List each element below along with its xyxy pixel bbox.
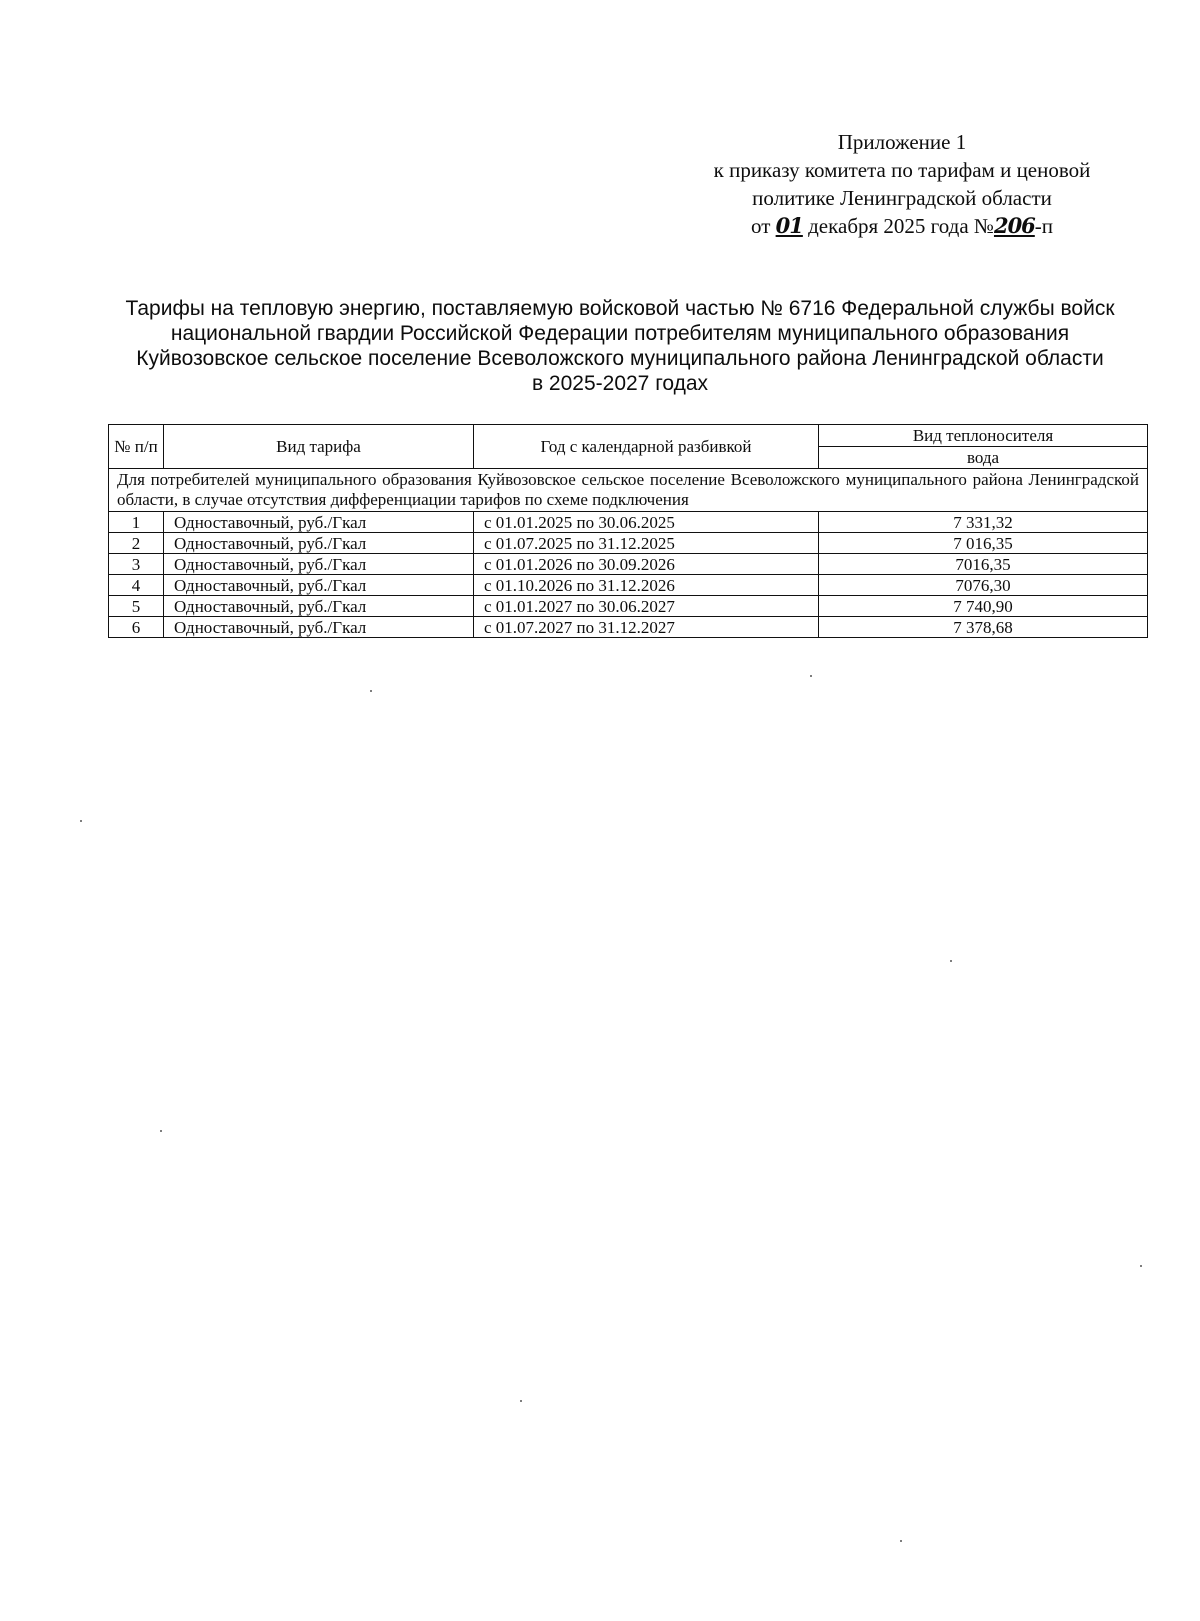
title-line-2: национальной гвардии Российской Федерации потребителям муниципального образования (170, 322, 1070, 345)
col-header-period: Год с календарной разбивкой (474, 425, 819, 469)
order-date-line (672, 212, 1132, 240)
row-period: с 01.01.2026 по 30.09.2026 (474, 554, 819, 575)
scan-speck (810, 675, 812, 677)
row-number: 1 (109, 512, 164, 533)
scan-speck (80, 820, 82, 822)
date-rest: декабря 2025 года № (808, 214, 994, 238)
table-row (109, 533, 1148, 554)
row-number: 5 (109, 596, 164, 617)
col-header-carrier: Вид теплоносителя (819, 425, 1148, 447)
title-line-3: Куйвозовское сельское поселение Всеволожского муниципального района Ленинградской области (136, 347, 1104, 370)
row-value: 7076,30 (819, 575, 1148, 596)
row-period: с 01.10.2026 по 31.12.2026 (474, 575, 819, 596)
row-value: 7 016,35 (819, 533, 1148, 554)
tariff-table (108, 424, 1148, 638)
row-period: с 01.01.2027 по 30.06.2027 (474, 596, 819, 617)
row-value: 7 378,68 (819, 617, 1148, 638)
row-tariff-type: Одноставочный, руб./Гкал (164, 596, 474, 617)
row-number: 4 (109, 575, 164, 596)
handwritten-order-number: 206 (993, 213, 1035, 238)
date-prefix: от (750, 214, 771, 238)
appendix-number: Приложение 1 (837, 130, 967, 154)
order-reference: к приказу комитета по тарифам и ценовой (713, 158, 1091, 182)
row-number: 3 (109, 554, 164, 575)
row-tariff-type: Одноставочный, руб./Гкал (164, 554, 474, 575)
row-tariff-type: Одноставочный, руб./Гкал (164, 617, 474, 638)
row-period: с 01.07.2027 по 31.12.2027 (474, 617, 819, 638)
row-value: 7 331,32 (819, 512, 1148, 533)
group-label: Для потребителей муниципального образования Куйвозовское сельское поселение Всеволожского муниципального района Ленинградской области, в случае отсутствия дифференциации тарифов по схеме подключения (109, 469, 1148, 512)
row-tariff-type: Одноставочный, руб./Гкал (164, 533, 474, 554)
col-header-number: № п/п (109, 425, 164, 469)
group-row (109, 469, 1148, 512)
scan-speck (370, 690, 372, 692)
col-header-water: вода (819, 447, 1148, 469)
scan-speck (1140, 1265, 1142, 1267)
col-header-tariff-type: Вид тарифа (164, 425, 474, 469)
row-period: с 01.07.2025 по 31.12.2025 (474, 533, 819, 554)
scan-speck (900, 1540, 902, 1542)
table-header-row (109, 425, 1148, 447)
row-number: 6 (109, 617, 164, 638)
row-value: 7 740,90 (819, 596, 1148, 617)
row-tariff-type: Одноставочный, руб./Гкал (164, 512, 474, 533)
scan-speck (160, 1130, 162, 1132)
table-row (109, 575, 1148, 596)
committee-name: политике Ленинградской области (752, 186, 1052, 210)
handwritten-day: 01 (775, 213, 803, 238)
document-title (90, 296, 1150, 396)
row-period: с 01.01.2025 по 30.06.2025 (474, 512, 819, 533)
title-line-1: Тарифы на тепловую энергию, поставляемую войсковой частью № 6716 Федеральной службы войск (125, 297, 1115, 320)
table-row (109, 596, 1148, 617)
scan-speck (520, 1400, 522, 1402)
row-tariff-type: Одноставочный, руб./Гкал (164, 575, 474, 596)
order-suffix: -п (1034, 214, 1054, 238)
row-number: 2 (109, 533, 164, 554)
scan-speck (950, 960, 952, 962)
appendix-header (672, 128, 1132, 240)
row-value: 7016,35 (819, 554, 1148, 575)
table-row (109, 617, 1148, 638)
table-row (109, 512, 1148, 533)
title-line-4: в 2025-2027 годах (531, 372, 709, 395)
table-row (109, 554, 1148, 575)
